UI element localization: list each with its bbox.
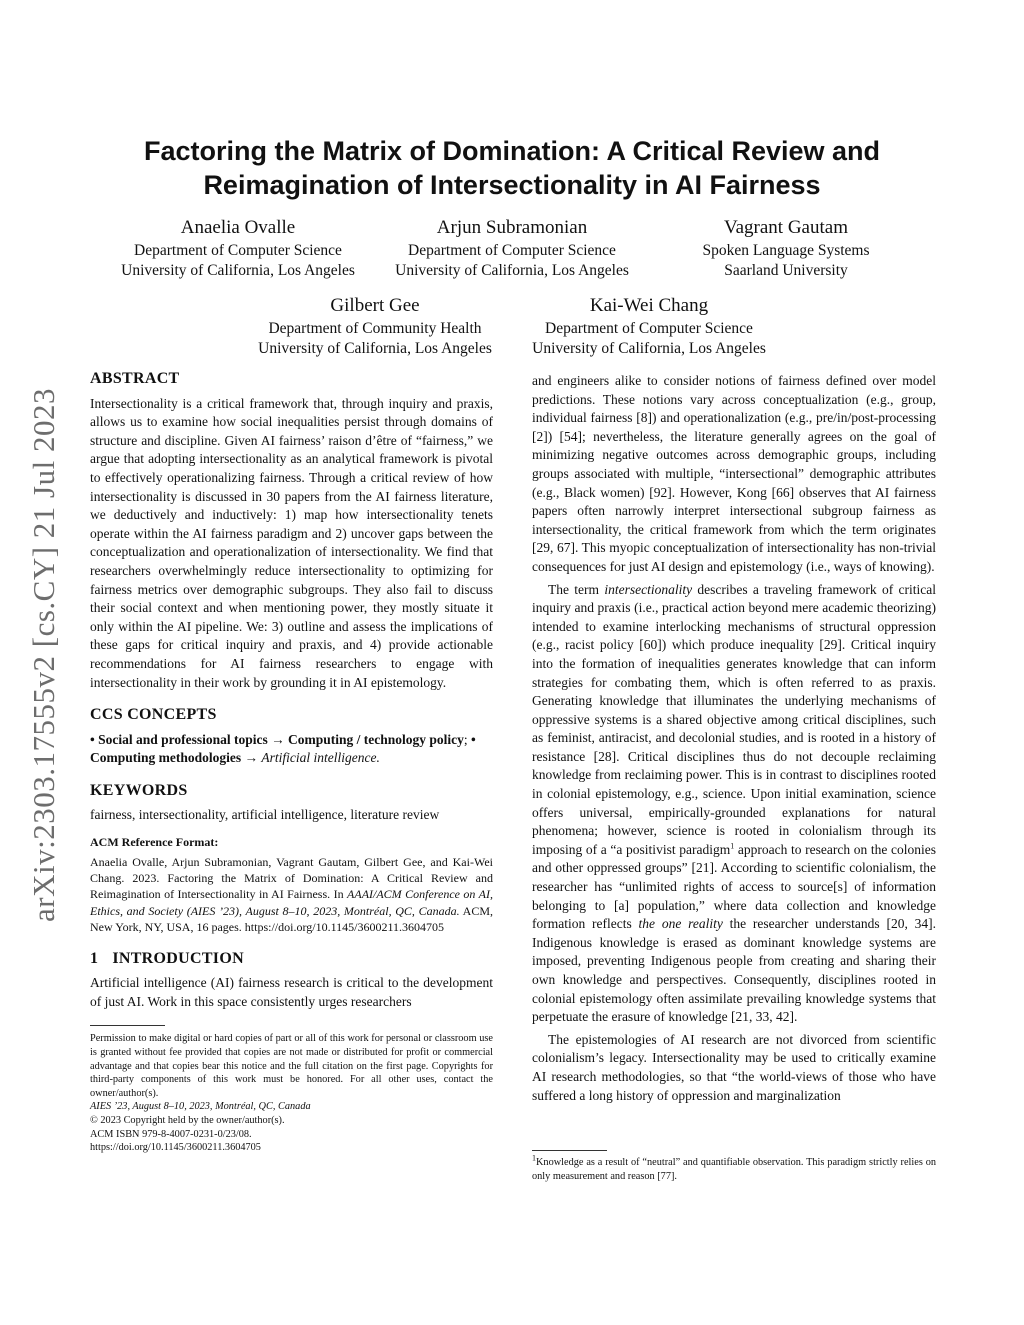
venue-line: AIES ’23, August 8–10, 2023, Montréal, QC, Canada <box>90 1101 311 1113</box>
author-block <box>640 216 932 281</box>
footnote <box>532 1150 936 1183</box>
author-name: Vagrant Gautam <box>724 217 848 238</box>
arxiv-side-stamp <box>18 360 70 950</box>
acm-reference-authors: Anaelia Ovalle, Arjun Subramonian, Vagrant Gautam, Gilbert Gee, and Kai-Wei Chang. 2023. Factoring the Matrix of Domination: A Critical Review and Reimagination of Intersectionality in AI Fairness. In <box>90 854 493 902</box>
title-line-1: Factoring the Matrix of Domination: A Critical Review and <box>143 136 881 166</box>
author-name: Gilbert Gee <box>330 295 420 316</box>
section-number: 1 <box>90 949 99 967</box>
footer-rule <box>90 1025 165 1026</box>
ccs-methodology-target: Artificial intelligence. <box>261 750 380 766</box>
author-block <box>366 216 658 281</box>
text-run: the researcher understands [20, 34]. Indigenous knowledge is erased as dominant knowledge systems are imposed, preventing Indigenous people from creating and sharing their own knowledge and perspectives. Consequently, disciplines rooted in colonial epistemology often assimilate prevailing knowledge systems that perpetuate the erasure of knowledge [21, 33, 42]. <box>532 916 936 1025</box>
footnote-marker: 1 <box>730 841 735 851</box>
ccs-heading: CCS CONCEPTS <box>90 706 217 724</box>
ccs-topic: • Social and professional topics <box>90 731 268 747</box>
author-institution: University of California, Los Angeles <box>121 262 355 279</box>
author-name: Arjun Subramonian <box>436 217 588 238</box>
author-department: Department of Community Health <box>268 320 482 337</box>
author-name: Anaelia Ovalle <box>180 217 296 238</box>
body-paragraph-2 <box>532 581 936 1027</box>
author-institution: Saarland University <box>724 262 848 279</box>
abstract-heading: ABSTRACT <box>90 370 180 387</box>
footnote-text: Knowledge as a result of “neutral” and quantifiable observation. This paradigm strictly relies on only measurement and reason [77]. <box>532 1157 936 1182</box>
arxiv-identifier: arXiv:2303.17555v2 [cs.CY] 21 Jul 2023 <box>26 388 61 922</box>
footnote-rule <box>532 1150 607 1151</box>
acm-reference-doi: ACM, New York, NY, USA, 16 pages. https://doi.org/10.1145/3600211.3604705 <box>90 903 493 935</box>
keywords-text: fairness, intersectionality, artificial intelligence, literature review <box>90 807 440 823</box>
introduction-heading <box>90 950 493 969</box>
copyright-line: © 2023 Copyright held by the owner/author(s). <box>90 1115 285 1127</box>
ccs-methodology: • Computing methodologies <box>90 731 476 766</box>
keywords-heading: KEYWORDS <box>90 781 188 799</box>
doi-line: https://doi.org/10.1145/3600211.3604705 <box>90 1142 261 1154</box>
author-institution: University of California, Los Angeles <box>395 262 629 279</box>
ccs-topic-target: Computing / technology policy <box>288 731 464 747</box>
abstract-text: Intersectionality is a critical framework that, through inquiry and praxis, allows us to examine how social inequalities persist through domains of structure and discipline. Given AI fairness’ raison d’être of “fairness,” we argue that adopting intersectionality as an analytical framework is pivotal to effectively operationalizing fairness. Through a critical review of how intersectionality is discussed in 30 papers from the AI fairness literature, we deductively and inductively: 1) map how intersectionality tenets operate within the AI fairness paradigm and 2) uncover gaps between the conceptualization and operationalization of intersectionality. We find that researchers overwhelmingly reduce intersectionality to optimizing for fairness metrics over demographic subgroups. They also fail to discuss their social context and when mentioning power, they mostly situate it only within the AI pipeline. We: 3) outline and assess the implications of these gaps for critical inquiry and praxis, and 4) provide actionable recommendations for AI fairness researchers to engage with intersectionality in their work by grounding it in AI epistemology. <box>90 395 493 690</box>
italic-term: the one reality <box>638 916 723 932</box>
ccs-concepts <box>90 731 493 768</box>
acm-reference-heading: ACM Reference Format: <box>90 835 219 850</box>
ccs-arrow: → <box>241 750 262 766</box>
author-block <box>229 294 521 359</box>
footnote-number: 1 <box>532 1153 536 1163</box>
author-department: Spoken Language Systems <box>702 242 870 259</box>
author-block <box>92 216 384 281</box>
ccs-separator: ; <box>463 731 472 747</box>
author-department: Department of Computer Science <box>545 320 753 337</box>
isbn-line: ACM ISBN 979-8-4007-0231-0/23/08. <box>90 1128 252 1140</box>
acm-reference-venue: AAAI/ACM Conference on AI, Ethics, and Society (AIES ’23), August 8–10, 2023, Montréal, QC, Canada. <box>90 887 493 918</box>
left-column <box>90 370 493 1155</box>
author-name: Kai-Wei Chang <box>589 295 709 316</box>
author-institution: University of California, Los Angeles <box>258 340 492 357</box>
body-paragraph-3: The epistemologies of AI research are not divorced from scientific colonialism’s legacy. Intersectionality may be used to critically examine AI research methodologies, so that “the world-views of those who have suffered a long history of oppression and marginalization <box>532 1031 936 1103</box>
author-department: Department of Computer Science <box>134 242 342 259</box>
text-run: approach to research on the colonies and other oppressed groups” [21]. According to scientific colonialism, the researcher has “unlimited rights of access to source[s] of information belonging to [a] population,” where data collection and knowledge formation reflects <box>532 841 936 932</box>
text-run: describes a traveling framework of critical inquiry and praxis (i.e., practical action beyond mere academic theorizing) intended to examine interlocking mechanisms of structural oppression (e.g., racist policy [60]) which produce inequality [29]. Critical inquiry into the formation of inequalities generates knowledge that can inform strategies for combating them, which is often referred to as praxis. Generating knowledge that illuminates the underlying mechanisms of oppressive systems is a shared objective among critical disciplines, such as feminist, antiracist, and decolonial studies, and is rooted in a history of resistance [28]. Critical disciplines thus do not decouple reclaiming knowledge from reclaiming power. This is in contrast to disciplines rooted in colonial epistemology, e.g., science. Upon initial examination, science offers universal, empirically-grounded explanations for natural phenomena; however, science is rooted in colonialism through its imposing of a “a positivist paradigm <box>532 581 936 857</box>
text-run: The term <box>548 581 605 597</box>
ccs-arrow: → <box>267 731 289 747</box>
author-department: Department of Computer Science <box>408 242 616 259</box>
right-column <box>532 372 936 1105</box>
title-line-2: Reimagination of Intersectionality in AI Fairness <box>203 170 821 200</box>
acm-reference-text <box>90 854 493 936</box>
body-paragraph-1: and engineers alike to consider notions of fairness defined over model predictions. These notions vary across conceptualization (e.g., group, individual fairness [8]) and operationalization (e.g., pre/in/post-processing [2]) [54]; nevertheless, the literature generally agrees on the goal of minimizing negative outcomes across demographic groups, including groups associated with multiple, “intersectional” demographic attributes (e.g., Black women) [92]. However, Kong [66] observes that AI fairness papers often narrowly interpret intersectional subgroup fairness as intersectionality, the critical framework from which the term originates [29, 67]. This myopic conceptualization of intersectionality has non-trivial consequences for just AI design and epistemology (i.e., ways of knowing). <box>532 373 936 574</box>
italic-term: intersectionality <box>604 581 693 597</box>
section-title: INTRODUCTION <box>112 949 244 967</box>
author-block <box>503 294 795 359</box>
paper-title <box>95 134 929 202</box>
intro-paragraph: Artificial intelligence (AI) fairness research is critical to the development of just AI. Work in this space consistently urges researchers <box>90 975 493 1009</box>
author-institution: University of California, Los Angeles <box>532 340 766 357</box>
permission-notice: Permission to make digital or hard copies of part or all of this work for personal or classroom use is granted without fee provided that copies are not made or distributed for profit or commercial advantage and that copies bear this notice and the full citation on the first page. Copyrights for third-party components of this work must be honored. For all other uses, contact the owner/author(s). <box>90 1033 493 1099</box>
